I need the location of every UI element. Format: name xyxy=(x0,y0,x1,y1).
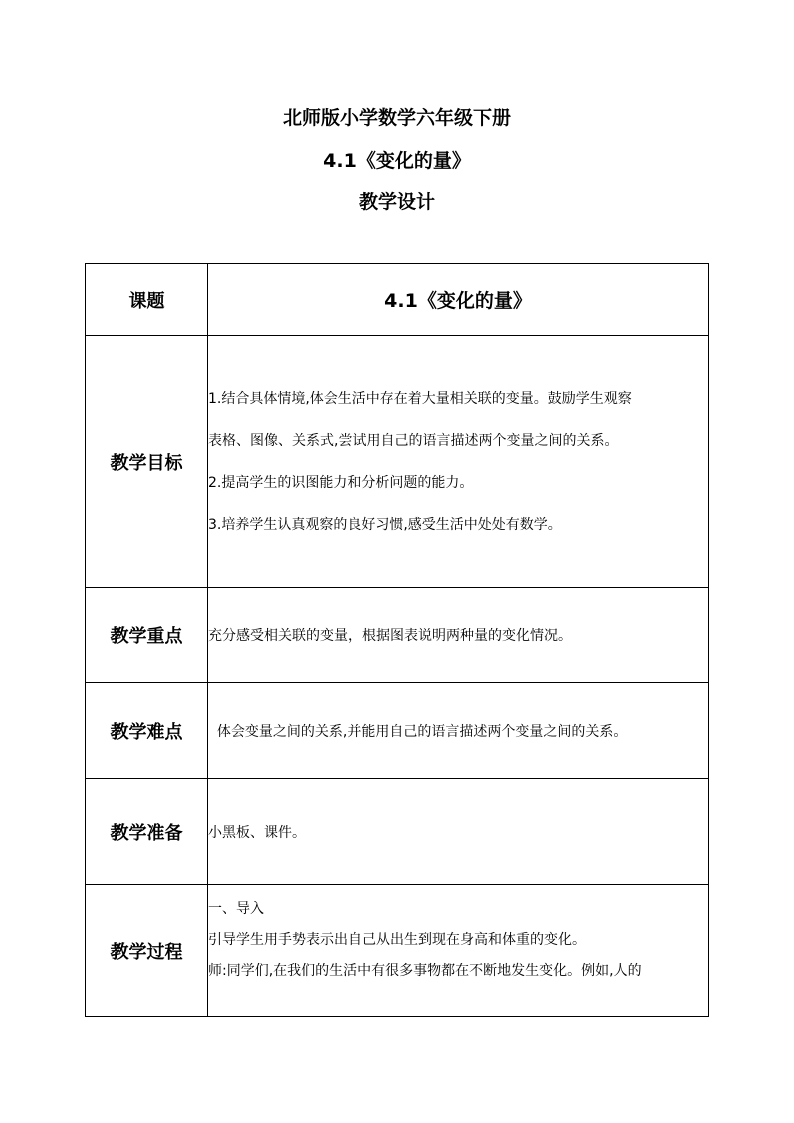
process-label: 教学过程 xyxy=(86,885,208,1017)
table-row-topic xyxy=(86,264,709,336)
process-line: 师:同学们,在我们的生活中有很多事物都在不断地发生变化。例如,人的 xyxy=(208,963,642,979)
preparation-value: 小黑板、课件。 xyxy=(208,779,709,885)
key-points-label: 教学重点 xyxy=(86,588,208,683)
goals-line: 表格、图像、关系式,尝试用自己的语言描述两个变量之间的关系。 xyxy=(208,432,619,449)
goals-line: 2.提高学生的识图能力和分析问题的能力。 xyxy=(208,474,474,491)
goals-line: 1.结合具体情境,体会生活中存在着大量相关联的变量。鼓励学生观察 xyxy=(208,390,632,407)
topic-value: 4.1《变化的量》 xyxy=(208,264,709,336)
process-line: 一、导入 xyxy=(208,901,264,917)
difficulties-value: 体会变量之间的关系,并能用自己的语言描述两个变量之间的关系。 xyxy=(208,683,709,779)
table-row-process xyxy=(86,885,709,1017)
table-row-goals xyxy=(86,336,709,588)
table-row-preparation xyxy=(86,779,709,885)
goals-label: 教学目标 xyxy=(86,336,208,588)
document-title: 北师版小学数学六年级下册 xyxy=(282,107,511,129)
lesson-title: 4.1《变化的量》 xyxy=(323,150,471,172)
key-points-value: 充分感受相关联的变量，根据图表说明两种量的变化情况。 xyxy=(208,588,709,683)
preparation-label: 教学准备 xyxy=(86,779,208,885)
goals-content xyxy=(208,336,709,588)
process-content xyxy=(208,885,709,1017)
goals-line: 3.培养学生认真观察的良好习惯,感受生活中处处有数学。 xyxy=(208,516,562,533)
table-row-key-points xyxy=(86,588,709,683)
difficulties-label: 教学难点 xyxy=(86,683,208,779)
lesson-plan-table xyxy=(85,263,709,1017)
document-subtitle: 教学设计 xyxy=(358,191,435,213)
topic-label: 课题 xyxy=(86,264,208,336)
table-row-difficulties xyxy=(86,683,709,779)
process-line: 引导学生用手势表示出自己从出生到现在身高和体重的变化。 xyxy=(208,932,586,948)
